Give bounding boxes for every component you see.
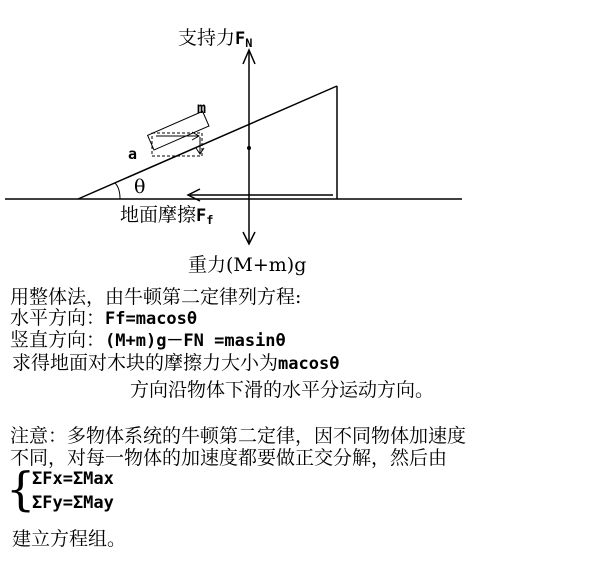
friction-label xyxy=(120,204,213,231)
block-mass-label: m xyxy=(197,99,207,117)
result-prefix: 求得地面对木块的摩擦力大小为 xyxy=(12,352,279,374)
horizontal-eq-line xyxy=(10,307,197,330)
gravity-label: 重力(M+m)g xyxy=(188,254,307,276)
vertical-eq: (M+m)g－FN =masinθ xyxy=(105,331,286,351)
vertical-eq-prefix: 竖直方向： xyxy=(10,329,106,351)
direction-line: 方向沿物体下滑的水平分运动方向。 xyxy=(130,379,435,401)
result-line xyxy=(12,352,339,375)
final-line: 建立方程组。 xyxy=(12,528,127,550)
vertical-eq-line xyxy=(10,329,286,352)
angle-label: θ xyxy=(134,176,146,198)
normal-force-label xyxy=(178,27,252,54)
friction-text: 地面摩擦 xyxy=(120,204,197,226)
accel-label: a xyxy=(128,145,138,163)
note-line-2: 不同，对每一物体的加速度都要做正交分解，然后由 xyxy=(10,447,448,469)
incline-hypotenuse xyxy=(78,86,337,199)
normal-force-symbol: $F_N$ xyxy=(235,29,253,50)
result-eq: macosθ xyxy=(278,354,340,374)
angle-arc xyxy=(115,183,120,199)
horizontal-eq: Ff=macosθ xyxy=(105,309,198,329)
method-line: 用整体法，由牛顿第二定律列方程: xyxy=(10,286,302,308)
incline-force-diagram xyxy=(0,0,600,275)
friction-symbol: $F_f$ xyxy=(196,206,214,227)
center-of-mass-dot xyxy=(247,146,251,150)
note-line-1: 注意：多物体系统的牛顿第二定律，因不同物体加速度 xyxy=(10,425,467,447)
equation-brace: { xyxy=(6,462,36,516)
sum-x-equation: ΣFx=ΣMax xyxy=(32,469,114,489)
sum-y-equation: ΣFy=ΣMay xyxy=(32,493,114,513)
normal-force-text: 支持力 xyxy=(178,27,236,49)
horizontal-eq-prefix: 水平方向： xyxy=(10,307,106,329)
